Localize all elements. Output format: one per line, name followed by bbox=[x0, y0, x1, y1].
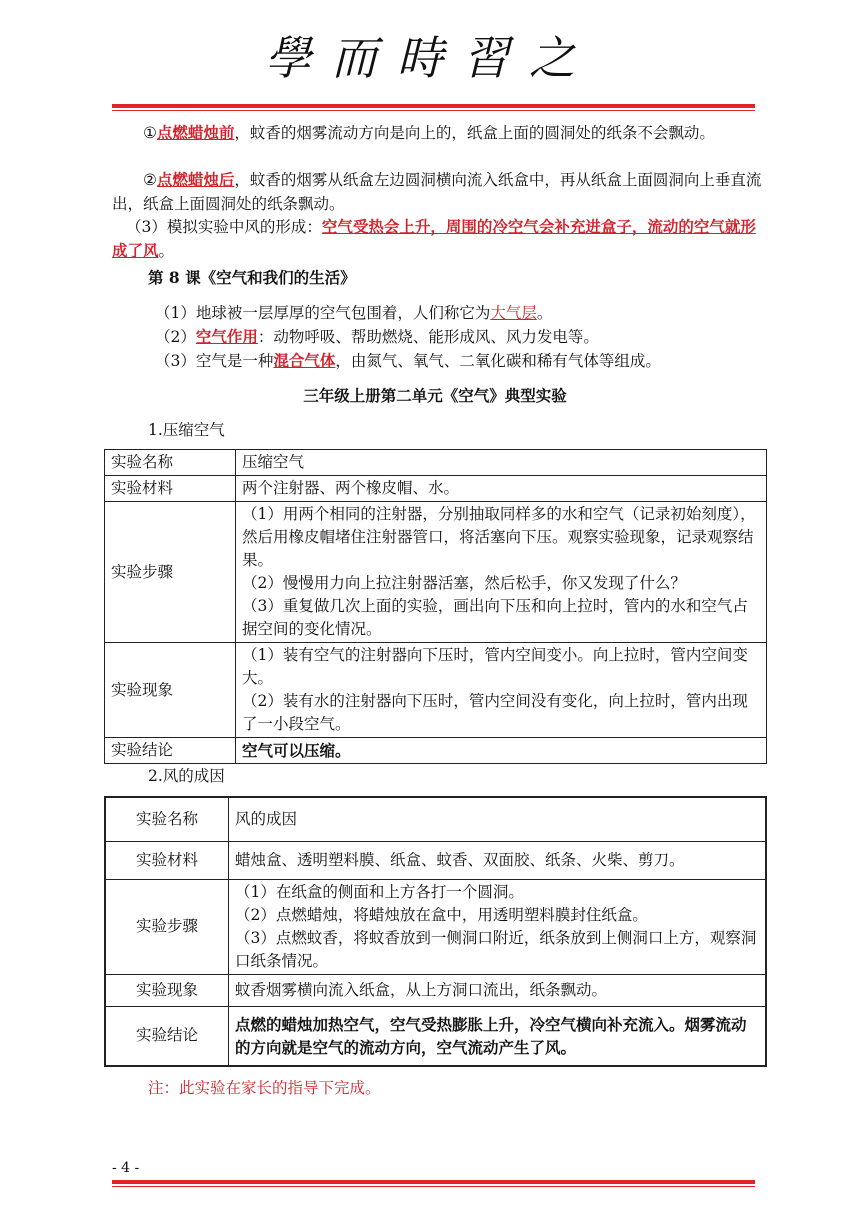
exp1-value-steps bbox=[236, 502, 767, 643]
header-rule-thick bbox=[112, 104, 755, 108]
p3-end: 。 bbox=[158, 242, 175, 260]
exp1-value-phenomena bbox=[236, 643, 767, 738]
lesson8-item-1 bbox=[155, 301, 805, 325]
lesson8-item-3 bbox=[155, 349, 805, 373]
exp1-heading: 1.压缩空气 bbox=[148, 421, 225, 439]
l2-highlight: 空气作用 bbox=[195, 327, 258, 346]
paragraph-after-candle bbox=[112, 168, 762, 216]
l3-text: （3）空气是一种 bbox=[155, 352, 274, 370]
exp2-label-phenomena: 实验现象 bbox=[105, 974, 229, 1006]
exp1-step-1: （1）用两个相同的注射器，分别抽取同样多的水和空气（记录初始刻度），然后用橡皮帽堵住注射器管口，将活塞向下压。观察实验现象，记录观察结果。 bbox=[242, 505, 756, 569]
exp2-value-phenomena: 蚊香烟雾横向流入纸盒，从上方洞口流出，纸条飘动。 bbox=[229, 974, 767, 1006]
p1-text: ，蚊香的烟雾流动方向是向上的，纸盒上面的圆洞处的纸条不会飘动。 bbox=[234, 124, 715, 142]
p3-highlight: 空气受热会上升，周围的冷空气会补充进盒子，流动的空气就形成了风 bbox=[112, 217, 756, 260]
page-number: - 4 - bbox=[112, 1160, 140, 1176]
exp1-label-steps: 实验步骤 bbox=[105, 502, 236, 643]
exp1-table bbox=[104, 449, 767, 764]
exp1-step-3: （3）重复做几次上面的实验，画出向下压和向上拉时，管内的水和空气占据空间的变化情况。 bbox=[242, 597, 748, 638]
p1-prefix: ① bbox=[143, 124, 157, 142]
parental-guidance-note: 注：此实验在家长的指导下完成。 bbox=[148, 1079, 381, 1097]
exp2-step-3: （3）点燃蚊香，将蚊香放到一侧洞口附近，纸条放到上侧洞口上方，观察洞口纸条情况。 bbox=[235, 928, 757, 970]
exp2-value-name: 风的成因 bbox=[229, 797, 767, 841]
table-row bbox=[105, 738, 767, 764]
l2-text: ：动物呼吸、帮助燃烧、能形成风、风力发电等。 bbox=[257, 328, 599, 346]
paragraph-wind-formation bbox=[112, 215, 762, 263]
footer-rule-thin bbox=[112, 1186, 755, 1187]
exp1-label-name: 实验名称 bbox=[105, 450, 236, 476]
table-row bbox=[105, 841, 766, 879]
exp1-value-materials: 两个注射器、两个橡皮帽、水。 bbox=[236, 476, 767, 502]
section-title: 三年级上册第二单元《空气》典型实验 bbox=[303, 386, 567, 405]
table-row bbox=[105, 502, 767, 643]
footer-rule-thick bbox=[112, 1180, 755, 1184]
table-row bbox=[105, 1006, 766, 1066]
table-row bbox=[105, 643, 767, 738]
exp2-table bbox=[104, 796, 767, 1067]
exp2-value-conclusion: 点燃的蜡烛加热空气，空气受热膨胀上升，冷空气横向补充流入。烟雾流动的方向就是空气的流动方向，空气流动产生了风。 bbox=[229, 1006, 767, 1066]
l1-text: （1）地球被一层厚厚的空气包围着，人们称它为 bbox=[155, 304, 491, 322]
exp1-label-conclusion: 实验结论 bbox=[105, 738, 236, 764]
l3-highlight: 混合气体 bbox=[273, 351, 336, 370]
exp2-heading: 2.风的成因 bbox=[148, 767, 225, 785]
exp2-value-materials: 蜡烛盒、透明塑料膜、纸盒、蚊香、双面胶、纸条、火柴、剪刀。 bbox=[229, 841, 767, 879]
p2-text: ，蚊香的烟雾从纸盒左边圆洞横向流入纸盒中，再从纸盒上面圆洞向上垂直流出，纸盒上面圆洞处的纸条飘动。 bbox=[112, 171, 762, 213]
exp1-label-materials: 实验材料 bbox=[105, 476, 236, 502]
table-row bbox=[105, 450, 767, 476]
l3-end: ，由氮气、氧气、二氧化碳和稀有气体等组成。 bbox=[335, 352, 661, 370]
exp1-phenomenon-2: （2）装有水的注射器向下压时，管内空间没有变化，向上拉时，管内出现了一小段空气。 bbox=[242, 692, 748, 733]
l1-highlight: 大气层 bbox=[490, 304, 537, 322]
header-rule-thin bbox=[112, 110, 755, 111]
exp2-step-2: （2）点燃蜡烛，将蜡烛放在盒中，用透明塑料膜封住纸盒。 bbox=[235, 905, 648, 924]
p2-prefix: ② bbox=[143, 171, 157, 189]
l1-end: 。 bbox=[536, 304, 553, 322]
exp1-value-name: 压缩空气 bbox=[236, 450, 767, 476]
exp2-step-1: （1）在纸盒的侧面和上方各打一个圆洞。 bbox=[235, 882, 524, 901]
l2-prefix: （2） bbox=[155, 328, 196, 346]
p1-highlight: 点燃蜡烛前 bbox=[156, 123, 235, 142]
table-row bbox=[105, 797, 766, 841]
lesson8-title: 第 8 课《空气和我们的生活》 bbox=[148, 268, 356, 287]
exp2-label-name: 实验名称 bbox=[105, 797, 229, 841]
table-row bbox=[105, 974, 766, 1006]
exp1-step-2: （2）慢慢用力向上拉注射器活塞，然后松手，你又发现了什么？ bbox=[242, 574, 686, 592]
exp1-value-conclusion: 空气可以压缩。 bbox=[236, 738, 767, 764]
exp2-label-materials: 实验材料 bbox=[105, 841, 229, 879]
exp2-value-steps bbox=[229, 879, 767, 974]
lesson8-item-2 bbox=[155, 325, 805, 349]
exp1-phenomenon-1: （1）装有空气的注射器向下压时，管内空间变小。向上拉时，管内空间变大。 bbox=[242, 646, 748, 687]
table-row bbox=[105, 476, 767, 502]
exp1-label-phenomena: 实验现象 bbox=[105, 643, 236, 738]
paragraph-before-candle bbox=[112, 121, 762, 145]
p2-highlight: 点燃蜡烛后 bbox=[156, 170, 235, 189]
table-row bbox=[105, 879, 766, 974]
header-calligraphy-title: 學而時習之 bbox=[265, 31, 595, 85]
exp2-label-conclusion: 实验结论 bbox=[105, 1006, 229, 1066]
exp2-label-steps: 实验步骤 bbox=[105, 879, 229, 974]
p3-prefix: （3）模拟实验中风的形成： bbox=[126, 218, 322, 236]
